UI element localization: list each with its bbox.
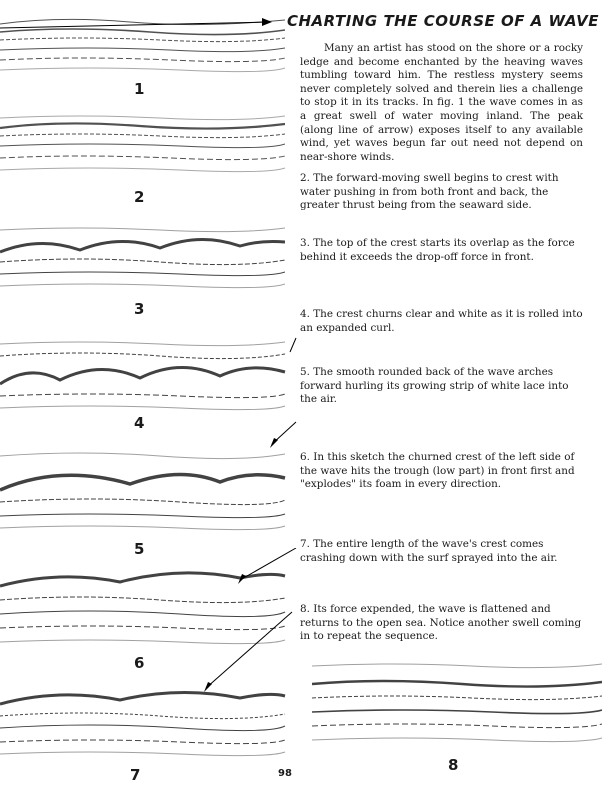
wave-sketch-4 (0, 336, 300, 416)
caption-5: 5. The smooth rounded back of the wave arches forward hurling its growing strip of white lace into the air. (300, 366, 569, 406)
wave-sketch-1 (0, 10, 285, 82)
figure-number-1: 1 (134, 80, 145, 98)
caption-7: 7. The entire length of the wave's crest comes crashing down with the surf sprayed into the air. (300, 538, 558, 564)
wave-sketch-7 (0, 608, 300, 778)
figure-number-8: 8 (448, 756, 459, 774)
caption-2: 2. The forward-moving swell begins to crest with water pushing in from both front and back, the greater thrust being from the seaward side. (300, 172, 559, 212)
caption-4: 4. The crest churns clear and white as it is rolled into an expanded curl. (300, 308, 583, 334)
wave-sketch-3 (0, 222, 285, 300)
figure-number-7: 7 (130, 766, 141, 784)
wave-sketch-2 (0, 112, 285, 182)
caption-3: 3. The top of the crest starts its overlap as the force behind it exceeds the drop-off force in front. (300, 237, 575, 263)
caption-8: 8. Its force expended, the wave is flattened and returns to the open sea. Notice another swell coming in to repeat the sequence. (300, 603, 582, 643)
caption-6: 6. In this sketch the churned crest of the left side of the wave hits the trough (low part) in front first and "explodes" its foam in every direction. (300, 451, 575, 491)
figure-number-2: 2 (134, 188, 145, 206)
intro-paragraph: Many an artist has stood on the shore or a rocky ledge and become enchanted by the heaving waves tumbling toward him. The restless mystery seems never completely solved and therein lies a challenge to stop it in its tracks. In fig. 1 the wave comes in as a great swell of water moving inland. The peak (along line of arrow) exposes itself to any available wind, yet waves begun far out need not depend on near-shore winds. (300, 42, 583, 163)
figure-number-4: 4 (134, 414, 145, 432)
page-number: 98 (278, 768, 292, 779)
figure-number-5: 5 (134, 540, 145, 558)
wave-sketch-5 (0, 420, 300, 542)
figure-number-6: 6 (134, 654, 145, 672)
wave-sketch-8 (312, 660, 602, 760)
figure-number-3: 3 (134, 300, 145, 318)
page-title: CHARTING THE COURSE OF A WAVE (287, 12, 599, 30)
